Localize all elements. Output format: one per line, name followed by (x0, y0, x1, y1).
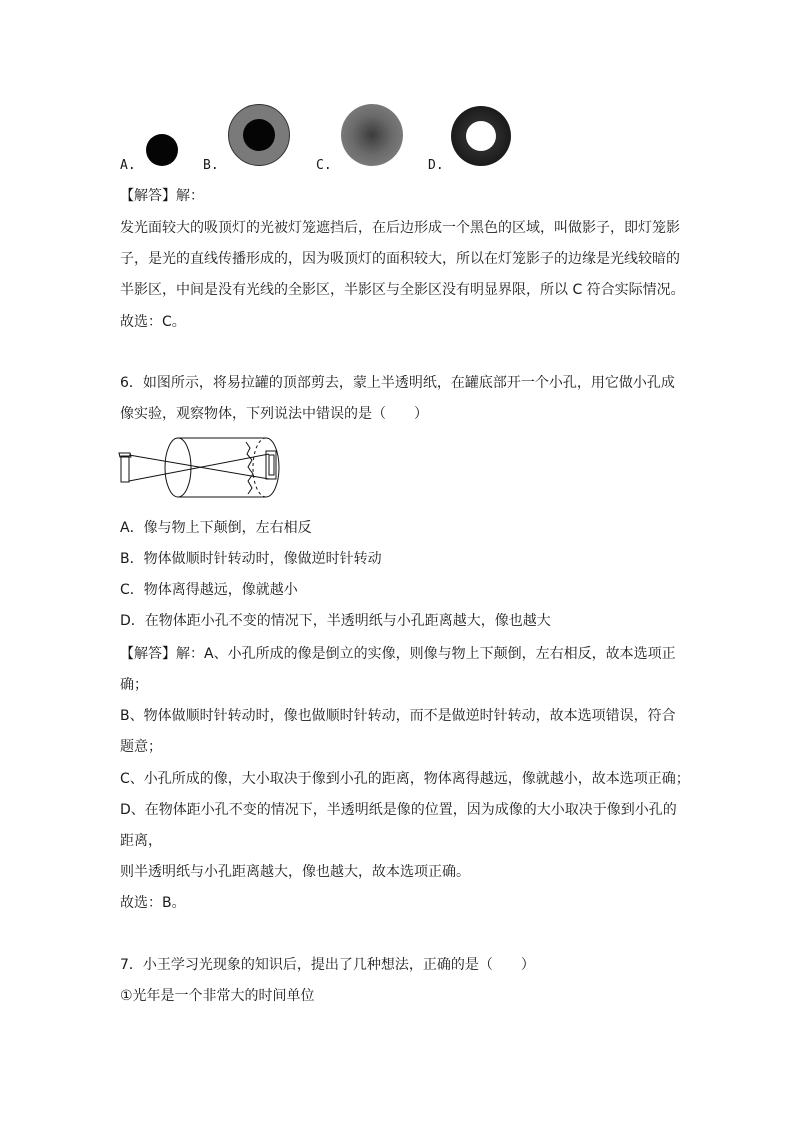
q5-explanation-line-2: 子，是光的直线传播形成的，因为吸顶灯的面积较大，所以在灯笼影子的边缘是光线较暗的 (120, 251, 680, 267)
q6-option-d: D．在物体距小孔不变的情况下，半透明纸与小孔距离越大，像也越大 (120, 613, 551, 629)
q6-choice: 故选：B。 (120, 895, 186, 911)
q6-answer-first-line (120, 644, 676, 664)
q6-answer-line-1: 确； (120, 677, 148, 693)
q7-item-1: ①光年是一个非常大的时间单位 (120, 988, 315, 1004)
q5-explanation-line-1: 发光面较大的吸顶灯的光被灯笼遮挡后，在后边形成一个黑色的区域，叫做影子，即灯笼影 (120, 220, 680, 236)
q6-answer-line-6: 距离， (120, 833, 162, 849)
answer-first-text: 解：A、小孔所成的像是倒立的实像，则像与物上下颠倒，左右相反，故本选项正 (176, 646, 676, 662)
q6-answer-line-5: D、在物体距小孔不变的情况下，半透明纸是像的位置，因为成像的大小取决于像到小孔的 (120, 802, 677, 818)
q6-answer-line-2: B、物体做顺时针转动时，像也做顺时针转动，而不是做逆时针转动，故本选项错误，符合 (120, 708, 676, 724)
q6-option-a: A．像与物上下颠倒，左右相反 (120, 520, 312, 536)
q5-answer-heading-line (120, 186, 204, 206)
q6-stem-line-1: 6．如图所示，将易拉罐的顶部剪去，蒙上半透明纸，在罐底部开一个小孔，用它做小孔成 (120, 375, 675, 391)
answer-heading: 【解答】 (120, 646, 176, 662)
option-c-label: C. (316, 158, 332, 173)
q6-answer-line-7: 则半透明纸与小孔距离越大，像也越大，故本选项正确。 (120, 864, 470, 880)
q5-choice: 故选：C。 (120, 314, 186, 330)
option-d-inner-white (466, 121, 496, 151)
option-b-inner-dark (243, 119, 275, 151)
q6-answer-line-3: 题意； (120, 739, 162, 755)
answer-heading-suffix: 解： (176, 188, 204, 204)
option-b-label: B. (203, 158, 219, 173)
q6-option-c: C．物体离得越远，像就越小 (120, 582, 298, 598)
q6-answer-line-4: C、小孔所成的像，大小取决于像到小孔的距离，物体离得越远，像就越小，故本选项正确； (120, 771, 690, 787)
option-a-label: A. (120, 158, 136, 173)
pinhole-camera-diagram (118, 434, 288, 500)
option-c-gradient-circle (341, 104, 403, 166)
option-d-label: D. (428, 158, 444, 173)
answer-heading: 【解答】 (120, 188, 176, 204)
option-a-dark-circle (146, 134, 178, 166)
q6-stem-line-2: 像实验，观察物体，下列说法中错误的是（ ） (120, 406, 428, 422)
q7-stem: 7．小王学习光现象的知识后，提出了几种想法，正确的是（ ） (120, 957, 535, 973)
q6-option-b: B．物体做顺时针转动时，像做逆时针转动 (120, 551, 382, 567)
q5-explanation-line-3: 半影区，中间是没有光线的全影区，半影区与全影区没有明显界限，所以 C 符合实际情况。 (120, 282, 685, 298)
